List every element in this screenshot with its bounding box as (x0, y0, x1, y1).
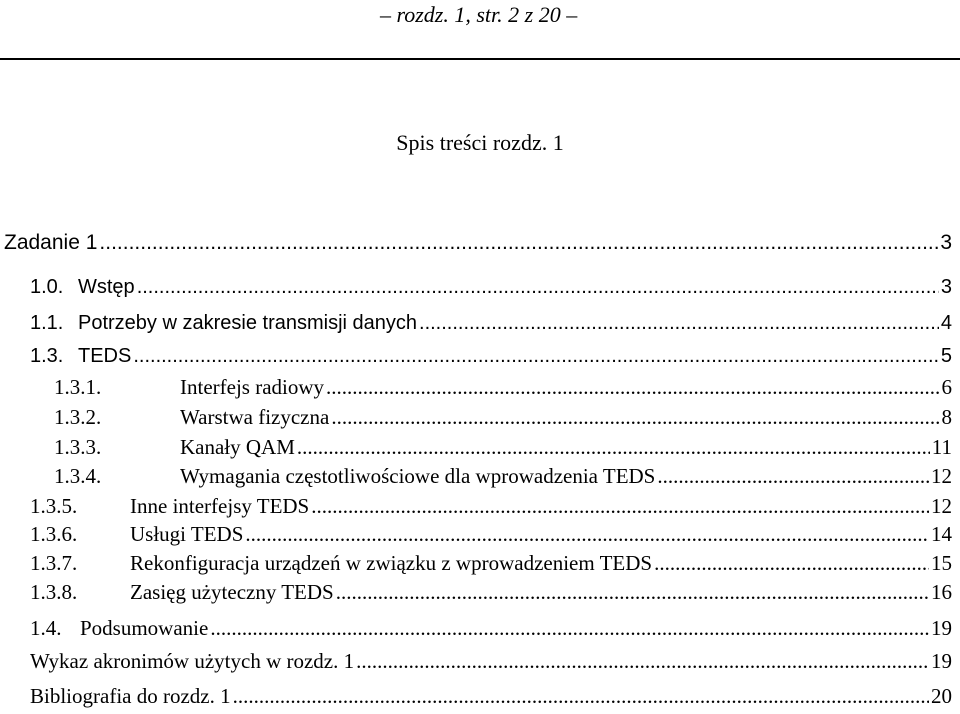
toc-entry[interactable] (30, 549, 952, 577)
toc-entry-number: 1.0. (30, 276, 64, 298)
toc-entry-text: Wstęp (78, 276, 135, 298)
toc-entry-page: 8 (941, 405, 952, 429)
toc-leader-dots (657, 462, 929, 490)
toc-entry-text: TEDS (78, 345, 132, 367)
toc-entry-page: 12 (931, 494, 952, 518)
toc-entry-page: 3 (940, 276, 952, 298)
toc-entry-number: 1.1. (30, 312, 64, 334)
toc-entry-page: 14 (931, 522, 952, 546)
toc-entry-number: 1.3.6. (30, 522, 78, 546)
toc-entry[interactable] (30, 614, 952, 642)
toc-entry-text: Podsumowanie (80, 616, 209, 640)
toc-entry-page: 20 (931, 684, 952, 708)
toc-leader-dots (233, 682, 929, 710)
toc-entry-text: Inne interfejsy TEDS (130, 494, 310, 518)
toc-leader-dots (133, 342, 939, 370)
toc-entry-page: 12 (931, 464, 952, 488)
toc-leader-dots (137, 273, 939, 301)
toc-entry-text: Kanały QAM (180, 435, 295, 459)
toc-leader-dots (654, 549, 929, 577)
toc-entry-text: Usługi TEDS (130, 522, 244, 546)
toc-entry[interactable] (30, 492, 952, 520)
toc-entry[interactable] (30, 273, 952, 301)
toc-entry[interactable] (30, 520, 952, 548)
page-header (0, 0, 960, 50)
toc-entry-number: 1.3.7. (30, 551, 78, 575)
toc-entry-number: 1.4. (30, 616, 62, 640)
toc-entry[interactable] (30, 309, 952, 337)
toc-entry-text: Zasięg użyteczny TEDS (130, 580, 334, 604)
toc-leader-dots (336, 578, 929, 606)
toc-entry[interactable] (54, 462, 952, 490)
toc-leader-dots (210, 614, 929, 642)
toc-entry-text: Bibliografia do rozdz. 1 (30, 684, 231, 708)
toc-leader-dots (297, 433, 930, 461)
toc-entry-text: Warstwa fizyczna (180, 405, 330, 429)
toc-entry-page: 15 (931, 551, 952, 575)
toc-entry-text: Rekonfiguracja urządzeń w związku z wprowadzeniem TEDS (130, 551, 653, 575)
toc-entry[interactable] (30, 647, 952, 675)
toc-entry-number: 1.3.2. (54, 405, 102, 429)
toc-entry-page: 16 (931, 580, 952, 604)
toc-leader-dots (326, 373, 939, 401)
toc-entry-text: Wykaz akronimów użytych w rozdz. 1 (30, 649, 355, 673)
toc-title: Spis treści rozdz. 1 (396, 130, 564, 155)
toc-leader-dots (419, 309, 939, 337)
toc-leader-dots (356, 647, 929, 675)
toc-entry-page: 19 (931, 616, 952, 640)
toc-entry-page: 3 (940, 231, 952, 254)
toc-entry-page: 11 (931, 435, 952, 459)
toc-entry[interactable] (54, 433, 952, 461)
running-header: – rozdz. 1, str. 2 z 20 – (380, 2, 578, 27)
toc-leader-dots (311, 492, 929, 520)
toc-entry-page: 19 (931, 649, 952, 673)
toc-entry-number: 1.3.8. (30, 580, 78, 604)
toc-entry-number: 1.3.4. (54, 464, 102, 488)
toc-entry-text: Interfejs radiowy (180, 375, 325, 399)
toc-entry-text: Zadanie 1 (4, 231, 98, 254)
toc-entry[interactable] (30, 682, 952, 710)
toc-entry-text: Wymagania częstotliwościowe dla wprowadzenia TEDS (180, 464, 656, 488)
toc-leader-dots (99, 229, 938, 257)
toc-leader-dots (331, 403, 939, 431)
toc-entry-page: 6 (941, 375, 952, 399)
toc-entry[interactable] (54, 373, 952, 401)
toc-entry[interactable] (4, 229, 952, 257)
toc-entry-number: 1.3. (30, 345, 64, 367)
toc-entry-number: 1.3.5. (30, 494, 78, 518)
toc-entry-number: 1.3.1. (54, 375, 102, 399)
toc-entry[interactable] (30, 578, 952, 606)
toc-entry-number: 1.3.3. (54, 435, 102, 459)
toc-entry-page: 4 (940, 312, 952, 334)
toc-entry-page: 5 (940, 345, 952, 367)
toc-entry[interactable] (30, 342, 952, 370)
header-rule (0, 58, 960, 60)
toc-entry[interactable] (54, 403, 952, 431)
toc-entry-text: Potrzeby w zakresie transmisji danych (78, 312, 418, 334)
toc-leader-dots (245, 520, 929, 548)
